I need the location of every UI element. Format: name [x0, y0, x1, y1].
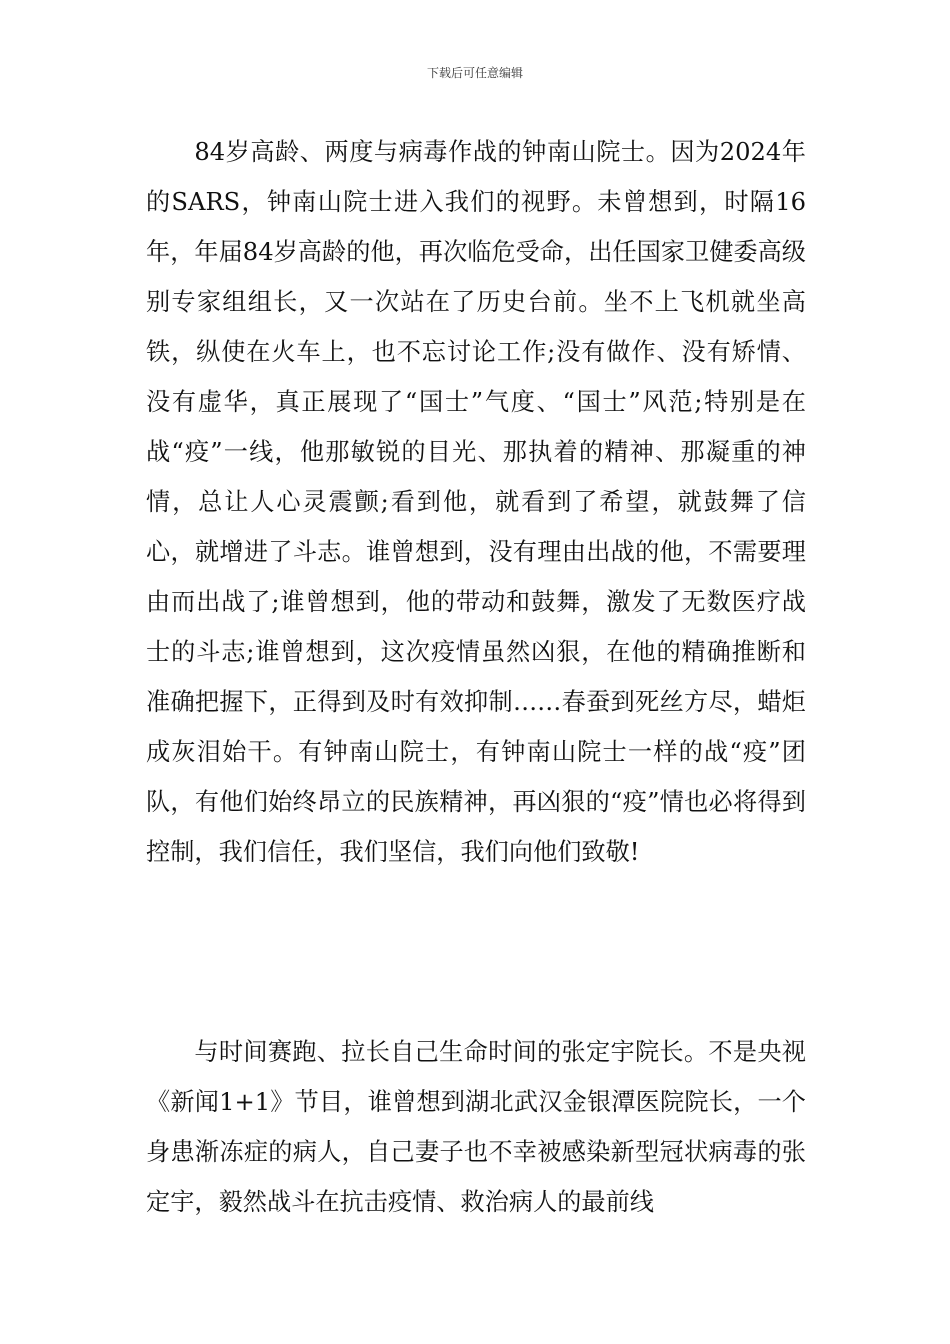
page-header: 下载后可任意编辑	[426, 66, 523, 80]
paragraph-2: 与时间赛跑、拉长自己生命时间的张定宇院长。不是央视《新闻1+1》节目，谁曾想到湖北武汉金银潭医院院长，一个身患渐冻症的病人，自己妻子也不幸被感染新型冠状病毒的张定宇，毅然战斗在抗击疫情、救治病人的最前线	[146, 1038, 806, 1216]
paragraph-1: 84岁高龄、两度与病毒作战的钟南山院士。因为2024年的SARS，钟南山院士进入我们的视野。未曾想到，时隔16年，年届84岁高龄的他，再次临危受命，出任国家卫健委高级别专家组组长，又一次站在了历史台前。坐不上飞机就坐高铁，纵使在火车上，也不忘讨论工作;没有做作、没有矫情、没有虚华，真正展现了“国士”气度、“国士”风范;特别是在战“疫”一线，他那敏锐的目光、那执着的精神、那凝重的神情，总让人心灵震颤;看到他，就看到了希望，就鼓舞了信心，就增进了斗志。谁曾想到，没有理由出战的他，不需要理由而出战了;谁曾想到，他的带动和鼓舞，激发了无数医疗战士的斗志;谁曾想到，这次疫情虽然凶狠，在他的精确推断和准确把握下，正得到及时有效抑制……春蚕到死丝方尽，蜡炬成灰泪始干。有钟南山院士，有钟南山院士一样的战“疫”团队，有他们始终昂立的民族精神，再凶狠的“疫”情也必将得到控制，我们信任，我们坚信，我们向他们致敬!	[146, 138, 806, 866]
paragraph-block-2	[146, 1027, 806, 1227]
paragraph-block-1	[146, 127, 806, 877]
